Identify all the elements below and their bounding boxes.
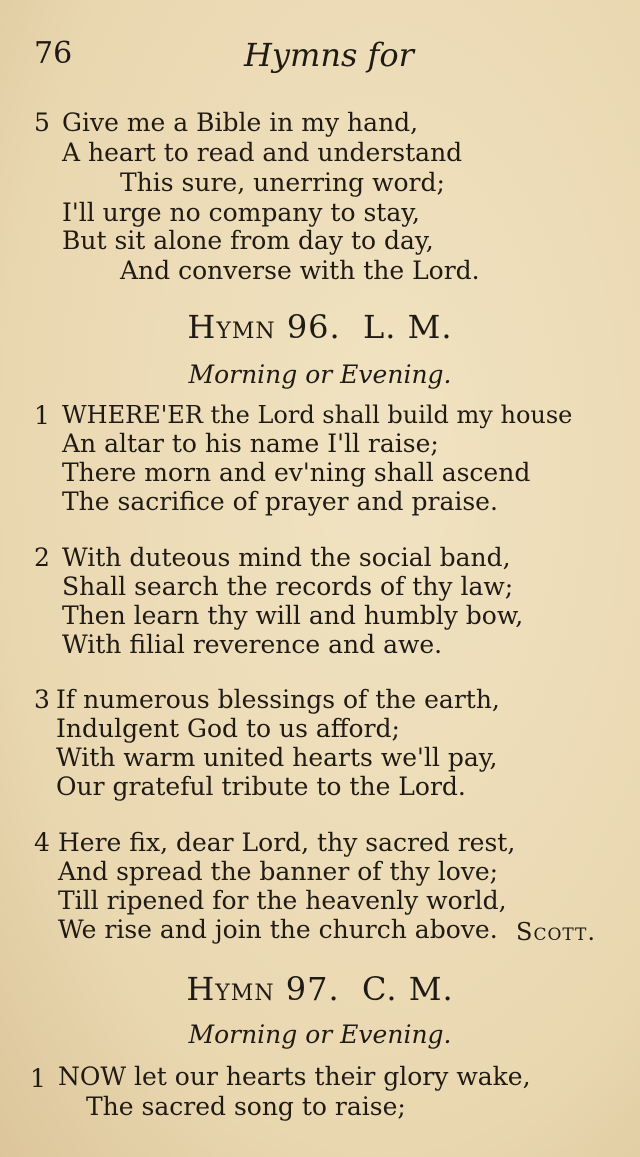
verse-line: The sacred song to raise; [86, 1092, 406, 1121]
hymn-word: Hymn [186, 970, 275, 1008]
hymn-meter: C. M. [362, 970, 454, 1008]
hymn-number: 96. [286, 308, 341, 346]
hymn-word: Hymn [187, 308, 276, 346]
verse-line: I'll urge no company to stay, [62, 198, 420, 227]
stanza-number: 1 [34, 401, 50, 430]
verse-line: An altar to his name I'll raise; [62, 429, 439, 458]
verse-line: We rise and join the church above. [58, 915, 498, 944]
verse-line: NOW let our hearts their glory wake, [58, 1062, 531, 1091]
verse-line: Here fix, dear Lord, thy sacred rest, [58, 828, 516, 857]
verse-line: Till ripened for the heavenly world, [58, 886, 507, 915]
verse-line: With duteous mind the social band, [62, 543, 511, 572]
page-header [34, 36, 434, 76]
verse-line: Shall search the records of thy law; [62, 572, 514, 601]
verse-line: Indulgent God to us afford; [56, 714, 400, 743]
page-number: 76 [34, 36, 73, 71]
stanza-number: 4 [34, 828, 50, 857]
verse-line: With warm united hearts we'll pay, [56, 743, 498, 772]
hymn-97-title [0, 970, 640, 1008]
verse-line: Our grateful tribute to the Lord. [56, 772, 466, 801]
verse-line: And converse with the Lord. [120, 256, 480, 285]
verse-line: There morn and ev'ning shall ascend [62, 458, 531, 487]
verse-line: But sit alone from day to day, [62, 226, 434, 255]
author-attribution: Scott. [516, 918, 597, 946]
verse-line: And spread the banner of thy love; [58, 857, 499, 886]
hymn-96-title [0, 308, 640, 346]
hymn-meter: L. M. [363, 308, 453, 346]
verse-line: Then learn thy will and humbly bow, [62, 601, 524, 630]
verse-line: WHERE'ER the Lord shall build my house [62, 401, 573, 429]
stanza-number: 5 [34, 108, 50, 137]
verse-line: With filial reverence and awe. [62, 630, 443, 659]
verse-line: A heart to read and understand [62, 138, 463, 167]
running-title: Hymns for [244, 36, 414, 74]
verse-line: This sure, unerring word; [120, 168, 445, 197]
stanza-number: 2 [34, 543, 50, 572]
hymn-96-subtitle: Morning or Evening. [188, 360, 452, 389]
stanza-number: 3 [34, 685, 50, 714]
hymn-97-subtitle: Morning or Evening. [188, 1020, 452, 1049]
verse-line: If numerous blessings of the earth, [56, 685, 500, 714]
verse-line: The sacrifice of prayer and praise. [62, 487, 498, 516]
stanza-number: 1 [30, 1064, 46, 1093]
hymn-number: 97. [285, 970, 340, 1008]
verse-line: Give me a Bible in my hand, [62, 108, 419, 137]
